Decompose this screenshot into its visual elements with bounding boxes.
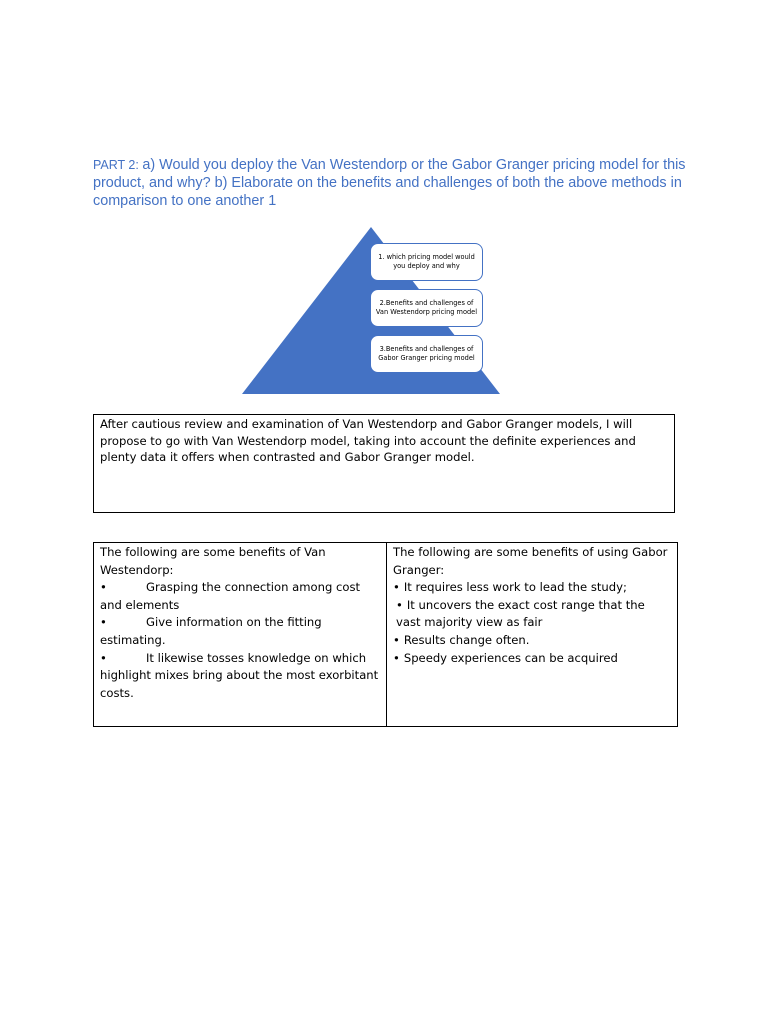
bullet: • [393,650,400,665]
answer-box [93,414,675,513]
question-text: a) Would you deploy the Van Westendorp or the Gabor Granger pricing model for this product, and why? b) Elaborate on the benefits and challenges of both the above methods in comparison to one another 1 [93,157,686,209]
list-item: • Give information on the fitting estimating. [100,615,322,647]
benefits-table [93,542,678,727]
list-item: • It likewise tosses knowledge on which highlight mixes bring about the most exorbitant costs. [100,650,379,700]
pyramid-box-1: 1. which pricing model would you deploy and why [370,243,483,281]
part-label: PART 2: [93,158,143,172]
bullet: • [100,615,107,630]
bullet: • [393,580,400,595]
pyramid-box-2: 2.Benefits and challenges of Van Westendorp pricing model [370,289,483,327]
gabor-granger-heading: The following are some benefits of using Gabor Granger: [393,545,668,577]
list-item: • Results change often. [393,632,671,650]
gabor-granger-benefits [387,543,677,726]
van-westendorp-heading: The following are some benefits of Van Westendorp: [100,545,326,577]
answer-text: After cautious review and examination of Van Westendorp and Gabor Granger models, I will propose to go with Van Westendorp model, taking into account the definite experiences and plenty data it offers when contrasted and Gabor Granger model. [100,417,636,464]
list-item: • It requires less work to lead the study; [393,579,671,597]
list-item: • It uncovers the exact cost range that the vast majority view as fair [396,597,645,630]
bullet: • [100,580,107,595]
pyramid-box-3: 3.Benefits and challenges of Gabor Granger pricing model [370,335,483,373]
bullet: • [393,632,400,647]
list-item: • Speedy experiences can be acquired [393,650,671,668]
pyramid-diagram [240,226,502,396]
bullet: • [100,650,107,665]
question-heading [93,156,693,210]
van-westendorp-benefits [94,543,387,726]
bullet: • [396,597,403,612]
list-item: • Grasping the connection among cost and elements [100,580,361,612]
